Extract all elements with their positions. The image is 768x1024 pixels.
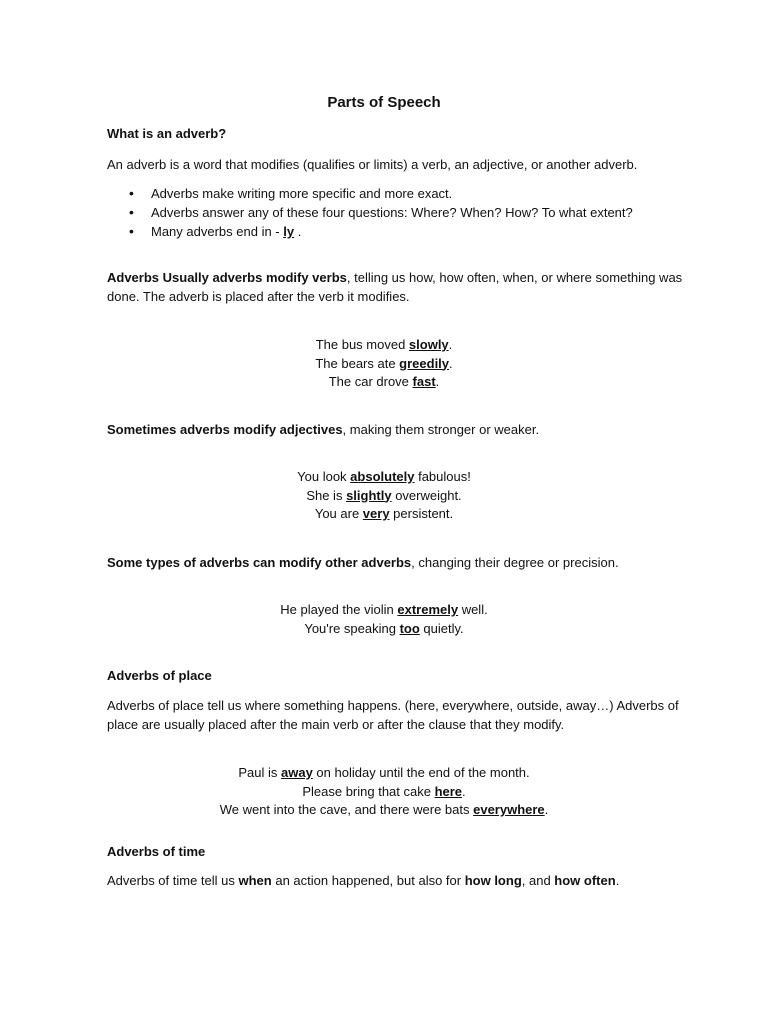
example-adverb: away (281, 765, 313, 780)
example-text-end: . (435, 374, 440, 389)
example-text-end: fabulous! (414, 469, 471, 484)
example-text: You look (297, 469, 351, 484)
example-sentence (0, 355, 768, 374)
example-sentence (0, 468, 768, 487)
intro-heading: What is an adverb? (107, 126, 227, 141)
example-text: She is (306, 487, 347, 503)
intro-bullet-list (107, 184, 667, 241)
example-text: The bears ate (315, 355, 400, 371)
example-text-end: persistent. (389, 506, 454, 521)
verbs-bold-lead: Adverbs Usually adverbs modify verbs (107, 270, 347, 285)
example-sentence (0, 620, 768, 639)
example-adverb: extremely (397, 602, 459, 617)
adverbs-bold-lead: Some types of adverbs can modify other adverbs (107, 555, 412, 570)
example-adverb: too (399, 620, 420, 636)
example-text-end: overweight. (391, 487, 462, 503)
time-bold-when: when (238, 873, 272, 888)
example-text: We went into the cave, and there were bats (219, 802, 474, 817)
time-text: , and (521, 873, 555, 888)
example-text-end: . (448, 337, 453, 352)
adjectives-lead-rest: , making them stronger or weaker. (342, 422, 540, 437)
example-text-end: on holiday until the end of the month. (312, 765, 530, 780)
example-sentence (0, 505, 768, 524)
adjectives-bold-lead: Sometimes adverbs modify adjectives (107, 422, 343, 437)
adverbs-lead-rest: , changing their degree or precision. (411, 555, 619, 570)
time-text: an action happened, but also for (271, 873, 465, 888)
example-text: Please bring that cake (302, 783, 435, 799)
example-adverb: fast (412, 374, 436, 389)
adverbs-paragraph (107, 554, 667, 573)
example-sentence (0, 764, 768, 783)
example-adverb: slowly (408, 337, 449, 352)
example-adverb: here (434, 783, 463, 799)
example-sentence (0, 487, 768, 506)
place-heading: Adverbs of place (107, 668, 212, 683)
example-text: You're speaking (304, 620, 400, 636)
example-sentence (0, 801, 768, 820)
time-bold-how-long: how long (464, 873, 522, 888)
verbs-paragraph (107, 269, 683, 306)
example-adverb: very (362, 506, 390, 521)
example-sentence (0, 783, 768, 802)
example-adverb: greedily (399, 355, 450, 371)
time-paragraph (107, 872, 667, 891)
intro-definition: An adverb is a word that modifies (qualifies or limits) a verb, an adjective, or another adverb. (107, 157, 638, 172)
list-item: • Adverbs answer any of these four questions: Where? When? How? To what extent? (107, 203, 667, 222)
place-paragraph (107, 697, 679, 734)
time-text: Adverbs of time tell us (107, 873, 239, 888)
example-text: The bus moved (315, 337, 409, 352)
verbs-line-2: done. The adverb is placed after the verb it modifies. (107, 288, 410, 304)
adjectives-examples (0, 468, 768, 524)
bullet-text: Many adverbs end in - (151, 224, 284, 239)
example-adverb: absolutely (350, 469, 415, 484)
verbs-lead-rest: , telling us how, how often, when, or where something was (346, 270, 683, 285)
place-line-2: place are usually placed after the main verb or after the clause that they modify. (107, 716, 565, 732)
time-bold-how-often: how often (554, 873, 616, 888)
place-examples (0, 764, 768, 820)
example-text-end: . (462, 783, 466, 799)
page-title: Parts of Speech (327, 94, 441, 111)
example-text: The car drove (328, 374, 413, 389)
example-text-end: . (544, 802, 549, 817)
time-heading: Adverbs of time (107, 844, 206, 859)
place-line-1: Adverbs of place tell us where something happens. (here, everywhere, outside, away…) Adverbs of (107, 698, 679, 713)
list-item: • Adverbs make writing more specific and more exact. (107, 184, 667, 203)
example-text-end: quietly. (419, 620, 464, 636)
example-adverb: slightly (346, 487, 392, 503)
bullet-emphasis: ly (283, 224, 295, 239)
verbs-line-1 (107, 269, 683, 288)
adverbs-examples (0, 601, 768, 638)
adjectives-paragraph (107, 421, 667, 440)
bullet-text-end: . (294, 224, 302, 239)
example-sentence (0, 601, 768, 620)
example-text: Paul is (238, 765, 281, 780)
example-text-end: . (449, 355, 453, 371)
example-sentence (0, 373, 768, 392)
time-text-end: . (615, 873, 620, 888)
example-adverb: everywhere (473, 802, 545, 817)
example-text: You are (314, 506, 363, 521)
verbs-examples (0, 336, 768, 392)
list-item (107, 222, 667, 241)
example-sentence (0, 336, 768, 355)
example-text: He played the violin (280, 602, 398, 617)
example-text-end: well. (458, 602, 488, 617)
